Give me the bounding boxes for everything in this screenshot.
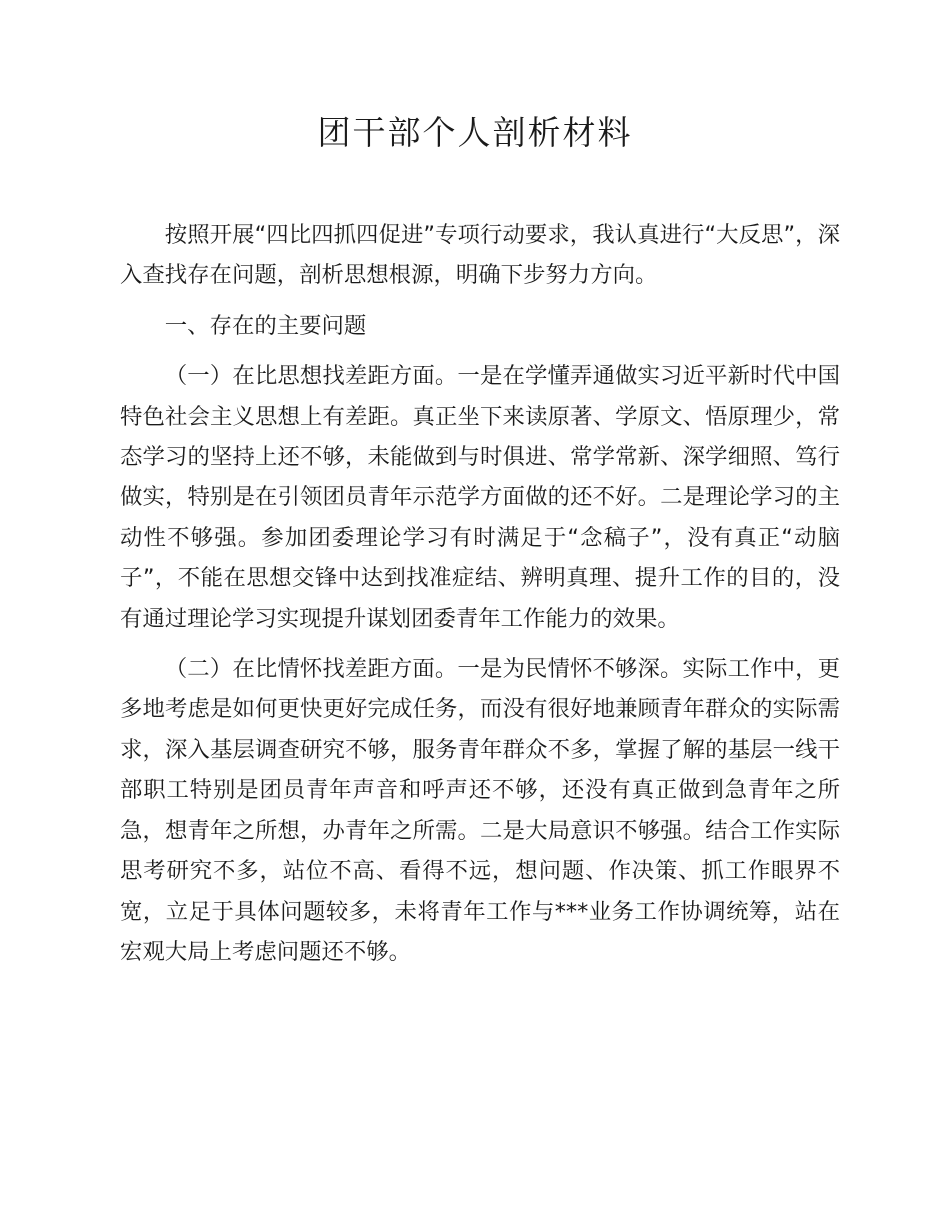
intro-paragraph: 按照开展“四比四抓四促进”专项行动要求，我认真进行“大反思”，深入查找存在问题，剖析思想根源，明确下步努力方向。 — [120, 222, 840, 289]
body-paragraph-sentiment: （二）在比情怀找差距方面。一是为民情怀不够深。实际工作中，更多地考虑是如何更快更好完成任务，而没有很好地兼顾青年群众的实际需求，深入基层调查研究不够，服务青年群众不多，掌握了解的基层一线干部职工特别是团员青年声音和呼声还不够，还没有真正做到急青年之所急，想青年之所想，办青年之所需。二是大局意识不够强。结合工作实际思考研究不多，站位不高、看得不远，想问题、作决策、抓工作眼界不宽，立足于具体问题较多，未将青年工作与***业务工作协调统筹，站在宏观大局上考虑问题还不够。 — [120, 656, 840, 965]
document-title: 团干部个人剖析材料 — [317, 113, 633, 152]
document-body — [120, 215, 840, 972]
body-paragraph-thought: （一）在比思想找差距方面。一是在学懂弄通做实习近平新时代中国特色社会主义思想上有差距。真正坐下来读原著、学原文、悟原理少，常态学习的坚持上还不够，未能做到与时俱进、常学常新、深学细照、笃行做实，特别是在引领团员青年示范学方面做的还不好。二是理论学习的主动性不够强。参加团委理论学习有时满足于“念稿子”，没有真正“动脑子”，不能在思想交锋中达到找准症结、辨明真理、提升工作的目的，没有通过理论学习实现提升谋划团委青年工作能力的效果。 — [120, 363, 840, 632]
section-heading: 一、存在的主要问题 — [164, 312, 367, 339]
